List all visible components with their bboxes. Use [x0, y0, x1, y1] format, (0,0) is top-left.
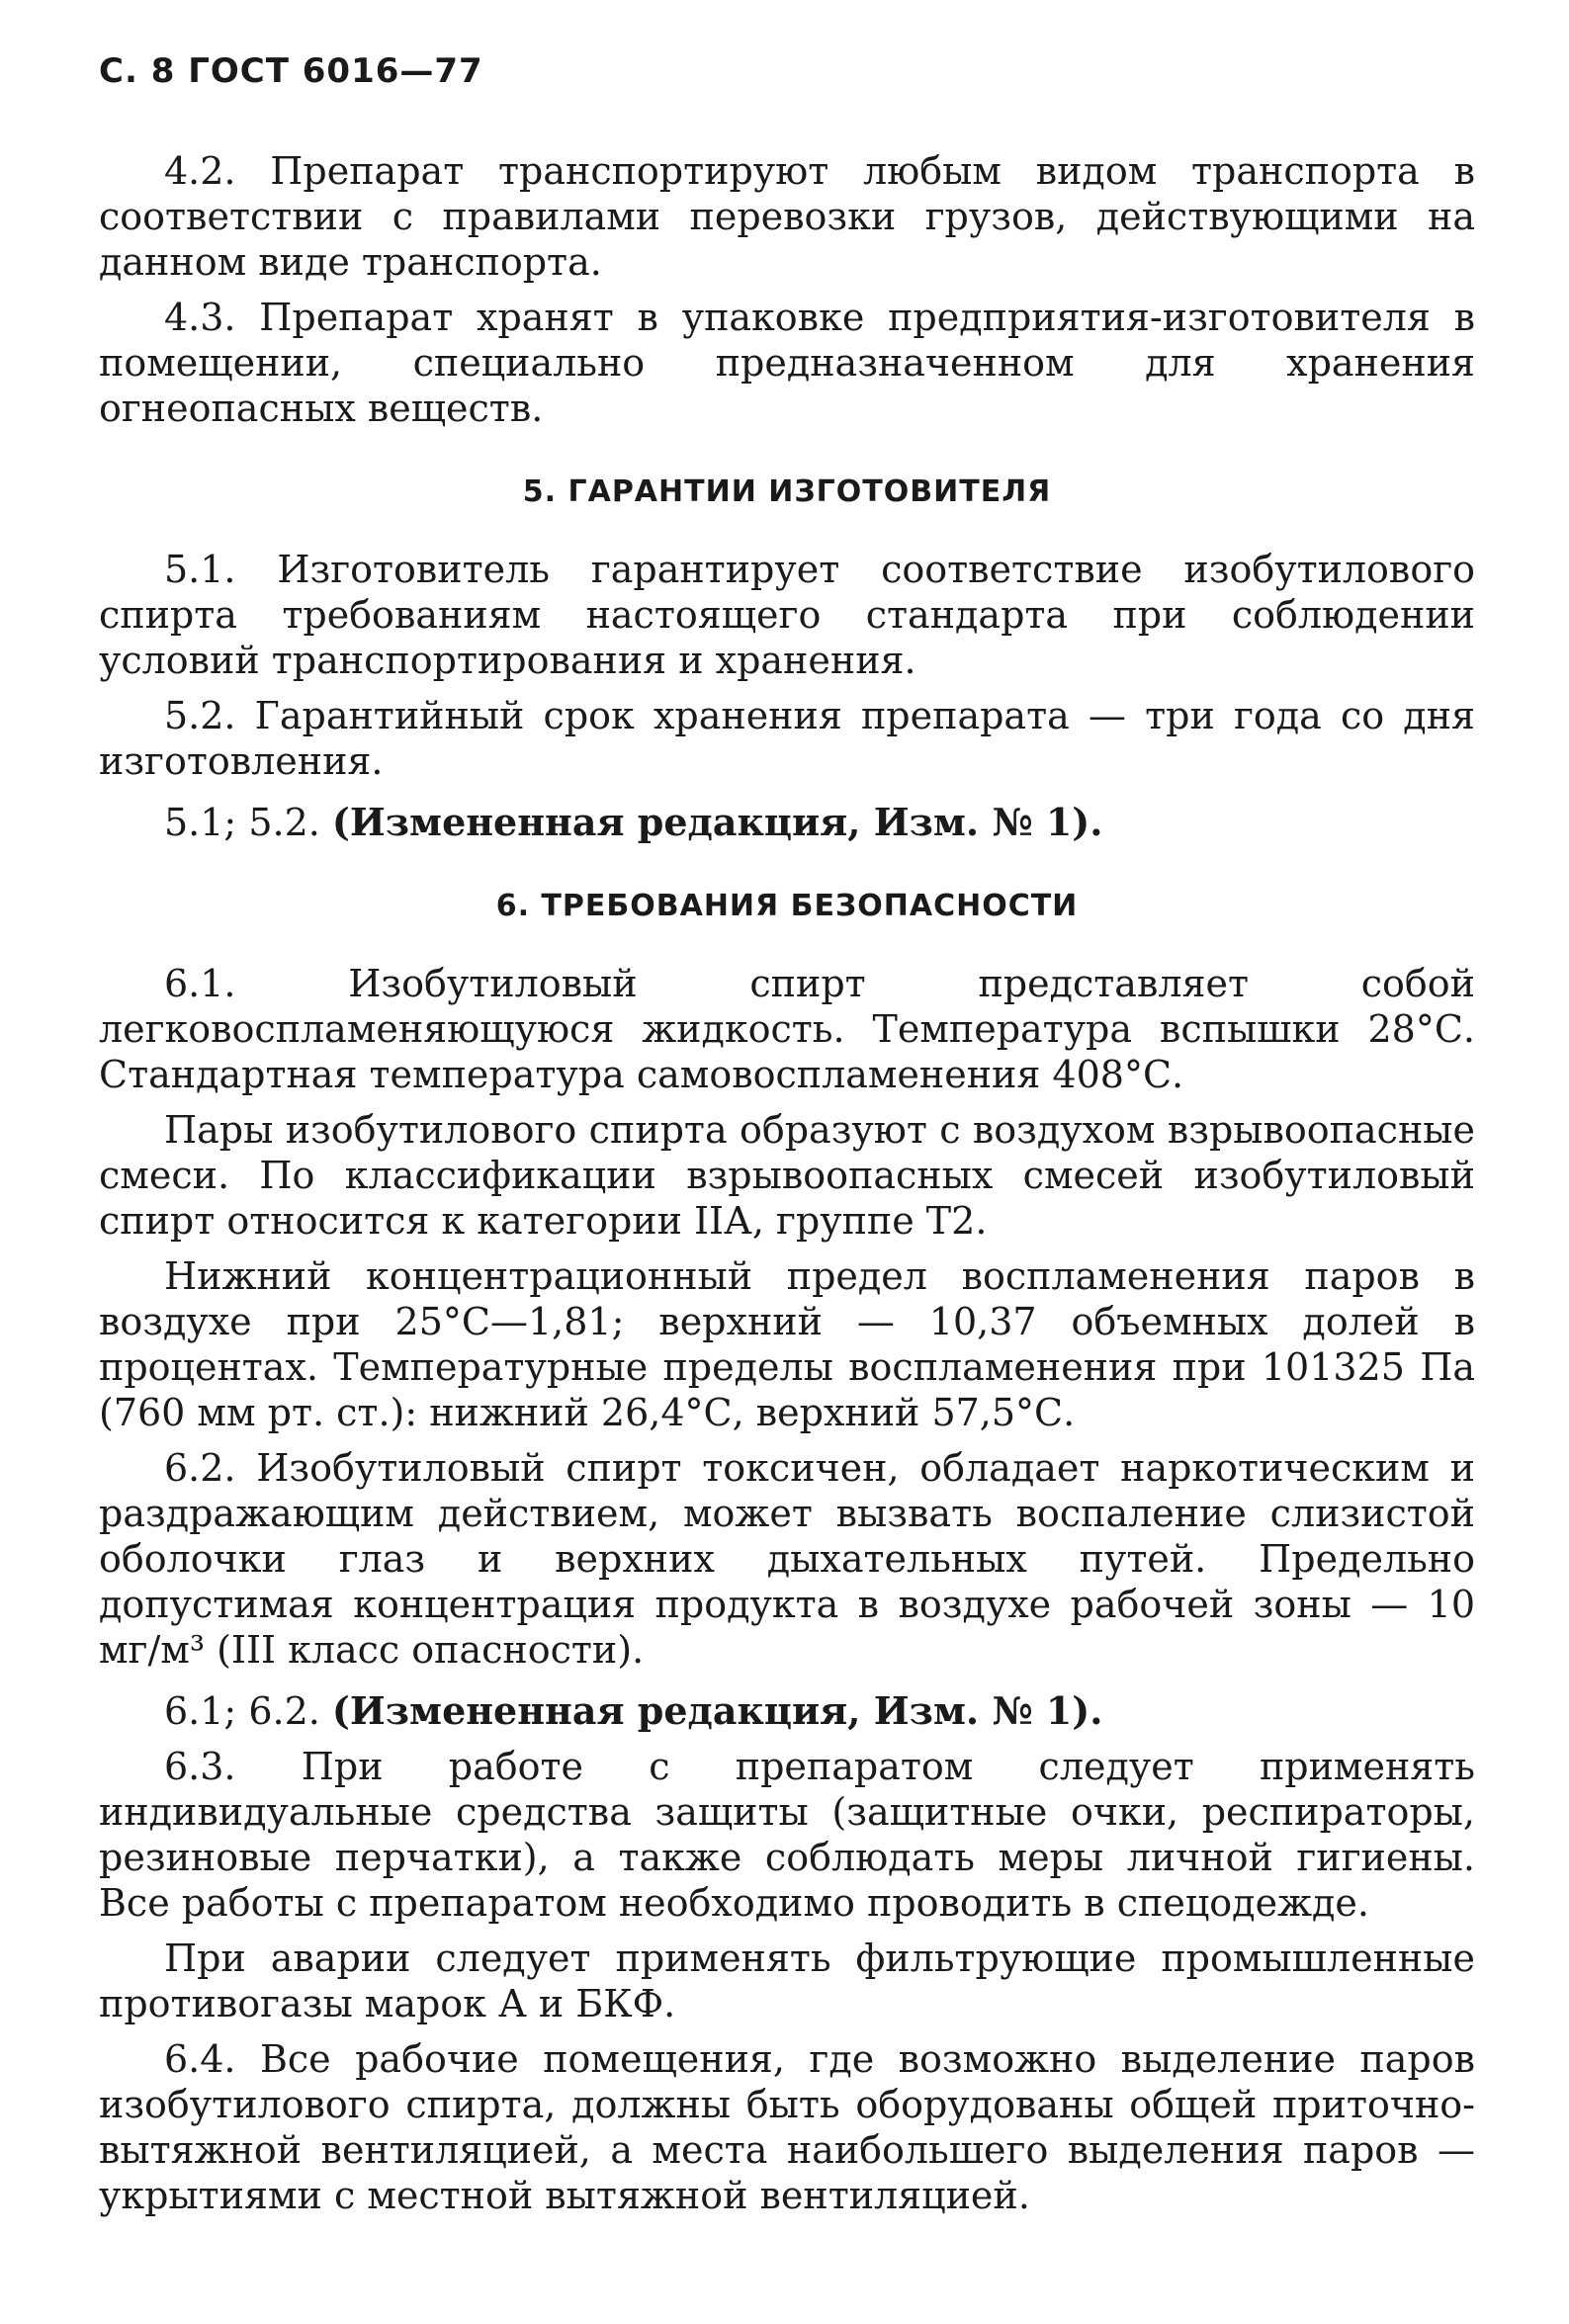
amendment-refs: 6.1; 6.2.: [164, 1689, 320, 1733]
paragraph-6-2: 6.2. Изобутиловый спирт токсичен, обладает наркотическим и раздражающим действием, может вызвать воспаление слизистой оболочки глаз и верхних дыхательных путей. Предельно допустимая концентрация продукта в воздухе рабочей зоны — 10 мг/м³ (III класс опасности).: [99, 1446, 1475, 1672]
amendment-refs: 5.1; 5.2.: [164, 801, 320, 844]
paragraph-4-2: 4.2. Препарат транспортируют любым видом транспорта в соответствии с правилами перевозки грузов, действующими на данном виде транспорта.: [99, 149, 1475, 284]
amendment-text: (Измененная редакция, Изм. № 1).: [331, 800, 1103, 844]
paragraph-6-3: 6.3. При работе с препаратом следует применять индивидуальные средства защиты (защитные очки, респираторы, резиновые перчатки), а также соблюдать меры личной гигиены. Все работы с препаратом необходимо проводить в спецодежде.: [99, 1745, 1475, 1925]
paragraph-6-4: 6.4. Все рабочие помещения, где возможно выделение паров изобутилового спирта, должны быть оборудованы общей приточно-вытяжной вентиляцией, а места наибольшего выделения паров — укрытиями с местной вытяжной вентиляцией.: [99, 2037, 1475, 2217]
amendment-text: (Измененная редакция, Изм. № 1).: [331, 1688, 1103, 1733]
amendment-note-6: [99, 1688, 1475, 1734]
paragraph-4-3: 4.3. Препарат хранят в упаковке предприятия-изготовителя в помещении, специально предназначенном для хранения огнеопасных веществ.: [99, 296, 1475, 430]
paragraph-6-1: 6.1. Изобутиловый спирт представляет собой легковоспламеняющуюся жидкость. Температура вспышки 28°С. Стандартная температура самовоспламенения 408°С.: [99, 962, 1475, 1096]
paragraph-6-3-emergency: При аварии следует применять фильтрующие промышленные противогазы марок А и БКФ.: [99, 1937, 1475, 2025]
section-heading-5: 5. ГАРАНТИИ ИЗГОТОВИТЕЛЯ: [522, 474, 1052, 509]
running-head: С. 8 ГОСТ 6016—77: [99, 51, 483, 91]
paragraph-6-1-limits: Нижний концентрационный предел воспламенения паров в воздухе при 25°С—1,81; верхний — 10,37 объемных долей в процентах. Температурные пределы воспламенения при 101325 Па (760 мм рт. ст.): нижний 26,4°С, верхний 57,5°С.: [99, 1254, 1475, 1434]
section-heading-6: 6. ТРЕБОВАНИЯ БЕЗОПАСНОСТИ: [495, 889, 1079, 923]
paragraph-5-2: 5.2. Гарантийный срок хранения препарата — три года со дня изготовления.: [99, 694, 1475, 783]
paragraph-6-1-vapours: Пары изобутилового спирта образуют с воздухом взрывоопасные смеси. По классификации взрывоопасных смесей изобутиловый спирт относится к категории IIА, группе Т2.: [99, 1108, 1475, 1243]
amendment-note-5: [99, 800, 1475, 845]
document-page: [99, 51, 1475, 2228]
paragraph-5-1: 5.1. Изготовитель гарантирует соответствие изобутилового спирта требованиям настоящего стандарта при соблюдении условий транспортирования и хранения.: [99, 548, 1475, 682]
